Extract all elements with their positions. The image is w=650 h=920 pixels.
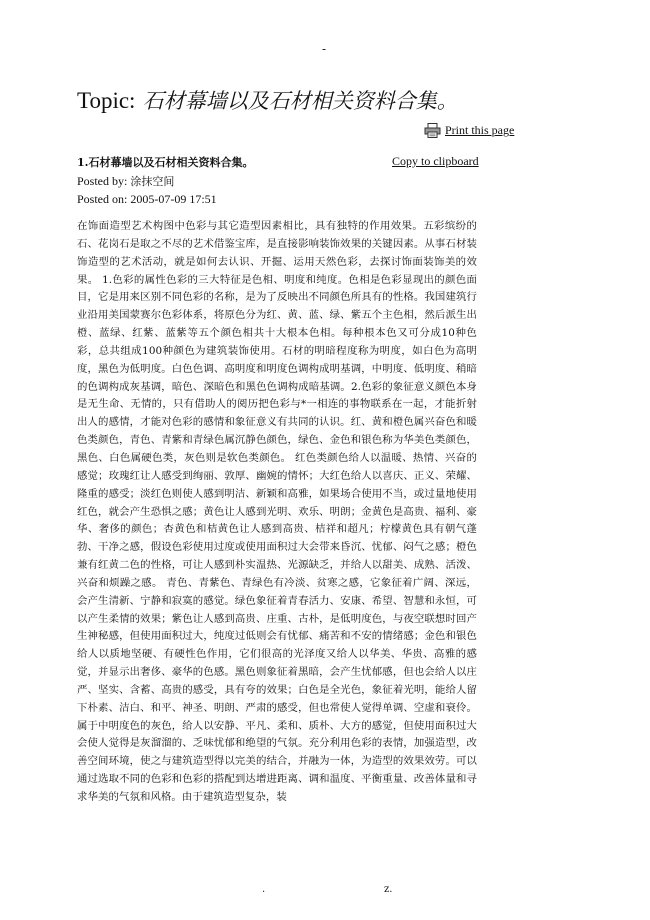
footer-left-mark: .: [262, 884, 266, 895]
print-page-link[interactable]: Print this page: [445, 123, 515, 137]
footer-right-mark: z.: [384, 884, 393, 895]
title-prefix: Topic:: [77, 88, 136, 113]
print-page-control[interactable]: [424, 123, 514, 138]
header-mark: -: [322, 42, 327, 56]
copy-to-clipboard-link[interactable]: Copy to clipboard: [392, 154, 479, 168]
posted-by-label: Posted by:: [77, 174, 128, 188]
posted-by-author: 涂抹空间: [130, 175, 175, 188]
posted-on-date: 2005-07-09 17:51: [130, 192, 217, 206]
post-heading: 1.石材幕墙以及石材相关资料合集。: [77, 156, 254, 169]
posted-on: [77, 192, 217, 207]
posted-by: [77, 173, 174, 189]
printer-icon[interactable]: [424, 123, 441, 138]
article-body: 在饰面造型艺术构图中色彩与其它造型因素相比，具有独特的作用效果。五彩缤纷的石、花岗石是取之不尽的艺术借鉴宝库，是直接影响装饰效果的关键因素。从事石材装饰造型的艺术活动，就是如何去认识、开掘、运用天然色彩，去探讨饰面装饰美的效果。 1.色彩的属性色彩的三大特征是色相、明度和纯度。色相是色彩显现出的颜色面目，它是用来区别不同色彩的名称，是为了反映出不同颜色所具有的性格。我国建筑行业沿用美国蒙赛尔色彩体系，将原色分为红、黄、蓝、绿、紫五个主色相，然后派生出橙、蓝绿、红紫、蓝紫等五个颜色相共十大根本色相。每种根本色又可分成10种色彩，总共组成100种颜色为建筑装饰使用。石材的明暗程度称为明度，如白色为高明度，黑色为低明度。白色色调、高明度和明度色调构成明基调，中明度、低明度、稍暗的色调构成灰基调，暗色、深暗色和黑色色调构成暗基调。2.色彩的象征意义颜色本身是无生命、无情的，只有借助人的阅历把色彩与*一相连的事物联系在一起，才能折射出人的感情，才能对色彩的感情和象征意义有共同的认识。红、黄和橙色属兴奋色和暖色类颜色，青色、青紫和青绿色属沉静色颜色，绿色、金色和银色称为华美色类颜色，黑色、白色属硬色类，灰色则是软色类颜色。 红色类颜色给人以温暖、热情、兴奋的感觉；玫瑰红让人感受到绚丽、敦厚、幽婉的情怀；大红色给人以喜庆、正义、荣耀、隆重的感受；淡红色则使人感到明洁、新颖和高雅，如果场合使用不当，或过量地使用红色，就会产生恐惧之感；黄色让人感到光明、欢乐、明朗；金黄色是高贵、福利、豪华、奢侈的颜色；杏黄色和桔黄色让人感到高贵、桔祥和超凡；柠檬黄色具有朝气蓬勃、干净之感，假设色彩使用过度或使用面积过大会带来昏沉、忧郁、闷气之感；橙色兼有红黄二色的性格，可让人感到朴实温热、光源缺乏，并给人以甜美、成熟、活泼、兴奋和烦躁之感。 青色、青紫色、青绿色有冷淡、贫寒之感，它象征着广阔、深远，会产生清新、宁静和寂寞的感觉。绿色象征着青春活力、安康、希望、智慧和永恒，可以产生柔情的效果；紫色让人感到高贵、庄重、古朴，是低明度色，与夜空联想时回产生神秘感，但使用面积过大，纯度过低则会有忧郁、痛苦和不安的情绪感；金色和银色给人以质地坚硬、有硬性色作用，它们很高的光泽度又给人以华美、华贵、高雅的感觉，并显示出奢侈、豪华的色感。黑色则象征着黑暗，会产生忧郁感，但也会给人以庄严、坚实、含蓄、高贵的感受，具有夸的效果；白色是全光色，象征着光明，能给人留下朴素、洁白、和平、神圣、明朗、严肃的感受，但也常使人觉得单调、空虚和衰伶。 属于中明度色的灰色，给人以安静、平凡、柔和、质朴、大方的感觉，但使用面积过大会使人觉得是灰溜溜的、乏味忧郁和绝望的气氛。充分利用色彩的表情，加强造型，改善空间环境，使之与建筑造型得以完美的结合，并融为一体，为造型的效果效劳。可以通过选取不同的色彩和色彩的搭配到达增进距离、调和温度、平衡重量、改善体量和寻求华美的气氛和风格。由于建筑造型复杂，装: [77, 220, 477, 803]
title-text: 石材幕墙以及石材相关资料合集。: [142, 89, 458, 113]
posted-on-label: Posted on:: [77, 192, 128, 206]
page-title: [77, 86, 458, 116]
